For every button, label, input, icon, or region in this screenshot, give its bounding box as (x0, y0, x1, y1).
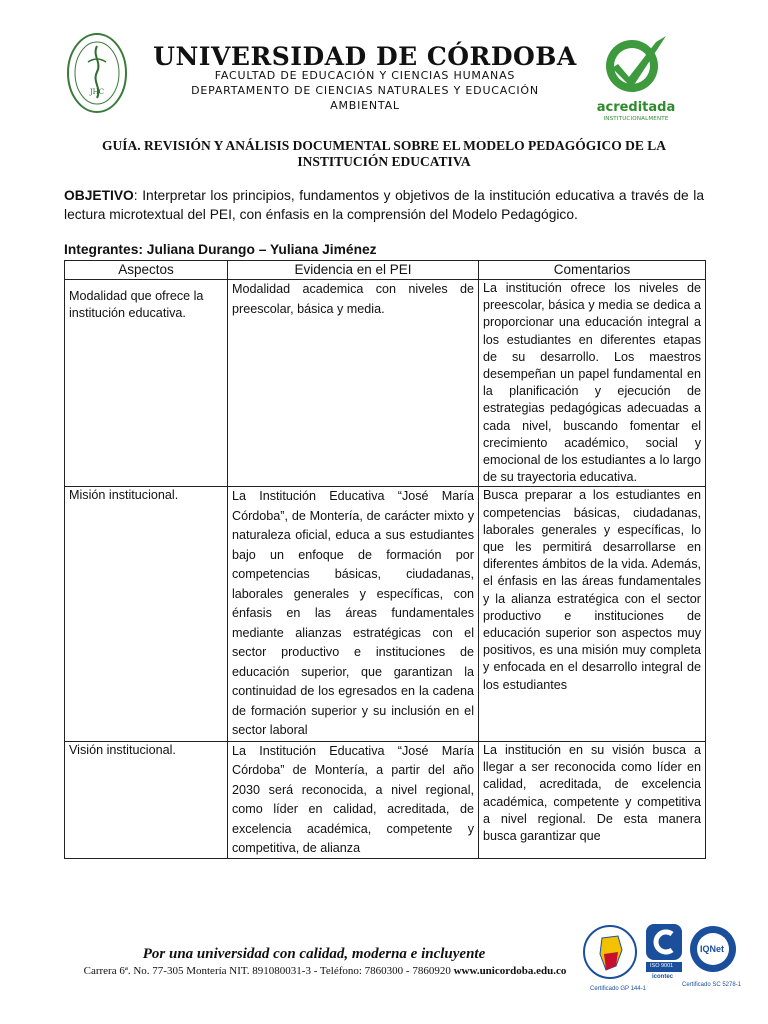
evidence-text: La Institución Educativa “José María Córdoba” de Montería, a partir del año 2030 será reconocida, a nivel regional, como líder en calidad, acreditada, de excelencia académica, competente y competitiva, de alianza (232, 743, 474, 856)
iqnet-label: IQNet (700, 944, 725, 954)
evidence-cell (228, 741, 479, 858)
footer-slogan: Por una universidad con calidad, moderna e incluyente (142, 946, 486, 962)
objective-label: OBJETIVO (64, 188, 134, 203)
accreditation-word: acreditada (596, 100, 676, 115)
address-text: Carrera 6ª. No. 77-305 Montería NIT. 891080031-3 - Teléfono: 7860300 - 7860920 (83, 965, 454, 977)
cert-left-label: Certificado GP 144-1 (590, 986, 646, 992)
accreditation-sub: INSTITUCIONALMENTE (603, 116, 669, 122)
department-name: DEPARTAMENTO DE CIENCIAS NATURALES Y EDUCACIÓN AMBIENTAL (191, 84, 539, 112)
aspect-cell: Misión institucional. (65, 487, 228, 742)
colombia-certification-seal-icon (582, 924, 638, 986)
comment-text: La institución en su visión busca a llegar a ser reconocida como líder en calidad, acreditada, de excelencia académica, competente y competitiva a nivel regional. De esta manera busca garantizar que (483, 742, 701, 843)
table-header-row (65, 261, 706, 280)
members-line: Integrantes: Juliana Durango – Yuliana Jiménez (64, 242, 377, 257)
university-seal-icon (66, 32, 128, 114)
letterhead (0, 28, 768, 128)
faculty-name: FACULTAD DE EDUCACIÓN Y CIENCIAS HUMANAS (214, 69, 516, 82)
objective-paragraph (64, 186, 704, 224)
guide-title: GUÍA. REVISIÓN Y ANÁLISIS DOCUMENTAL SOBRE EL MODELO PEDAGÓGICO DE LA INSTITUCIÓN EDUCATIVA (102, 138, 666, 169)
icontec-label: icontec (652, 974, 674, 980)
comment-cell: La institución ofrece los niveles de preescolar, básica y media se dedica a proporcionar una educación integral a los estudiantes en diferentes etapas de su desarrollo. Los maestros desempeñan un papel fundamental en la planificación y ejecución de estrategias pedagógicas adecuadas a cada nivel, buscando fomentar el crecimiento académico, social y emocional de los estudiantes a lo largo de su trayectoria educativa. (479, 280, 706, 487)
evidence-cell: La Institución Educativa “José María Córdoba”, de Montería, de carácter mixto y naturaleza oficial, educa a sus estudiantes bajo un enfoque de formación por competencias básicas, ciudadanas, laborales generales y específicas, con énfasis en las áreas fundamentales mediante alianzas estratégicas con el sector productivo e instituciones de educación superior, que garantizan la continuidad de los egresados en la cadena de formación superior y su inclusión en el sector laboral (228, 487, 479, 742)
university-name: UNIVERSIDAD DE CÓRDOBA (153, 42, 577, 71)
objective-text: : Interpretar los principios, fundamentos y objetivos de la institución educativa a través de la lectura microtextual del PEI, con énfasis en la comprensión del Modelo Pedagógico. (64, 188, 704, 222)
iso-label: ISO 9001 (650, 963, 674, 969)
evidence-cell: Modalidad academica con niveles de preescolar, básica y media. (228, 280, 479, 487)
svg-text:JHC: JHC (89, 88, 105, 96)
footer-address (60, 965, 590, 977)
header-evidence: Evidencia en el PEI (228, 261, 479, 280)
comment-cell: Busca preparar a los estudiantes en competencias básicas, ciudadanas, laborales generales y específicas, lo que les permitirá desarrollarse en diferentes ámbitos de la vida. Además, el énfasis en las áreas fundamentales y la alianza estratégica con el sector productivo e instituciones de educación superior son aspectos muy positivos, es una misión muy completa y enfocada en el desarrollo integral de los estudiantes (479, 487, 706, 742)
aspect-cell: Visión institucional. (65, 741, 228, 858)
website-link[interactable]: www.unicordoba.edu.co (453, 965, 567, 977)
table-row (65, 280, 706, 487)
analysis-table (64, 260, 706, 859)
certification-logos (582, 920, 742, 1000)
header-comments: Comentarios (479, 261, 706, 280)
table-row (65, 741, 706, 858)
cert-right-label: Certificado SC 5278-1 (682, 982, 742, 988)
comment-cell (479, 741, 706, 858)
header-aspects: Aspectos (65, 261, 228, 280)
table-row (65, 487, 706, 742)
aspect-cell: Modalidad que ofrece la institución educativa. (65, 280, 228, 487)
